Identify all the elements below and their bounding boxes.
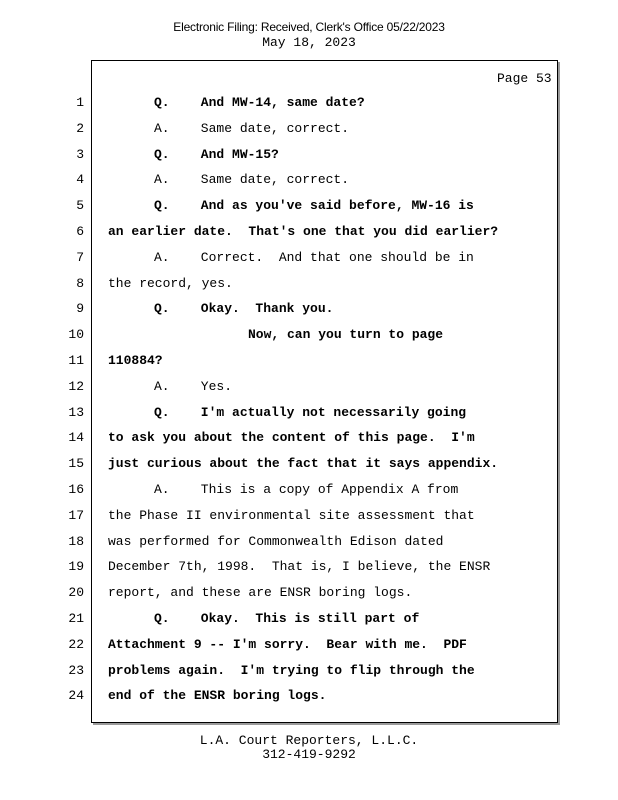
line-number: 1 bbox=[76, 95, 84, 110]
transcript-line: report, and these are ENSR boring logs. bbox=[108, 585, 413, 600]
transcript-line: the record, yes. bbox=[108, 276, 233, 291]
transcript-line: December 7th, 1998. That is, I believe, the ENSR bbox=[108, 559, 491, 574]
transcript-line: Now, can you turn to page bbox=[248, 327, 444, 342]
transcript-line: Q. And as you've said before, MW-16 is bbox=[154, 198, 474, 213]
filing-stamp: Electronic Filing: Received, Clerk's Office 05/22/2023 bbox=[173, 20, 445, 34]
transcript-line: the Phase II environmental site assessment that bbox=[108, 508, 475, 523]
line-number: 14 bbox=[68, 430, 84, 445]
line-number: 15 bbox=[68, 456, 84, 471]
line-number: 22 bbox=[68, 637, 84, 652]
line-number: 13 bbox=[68, 405, 84, 420]
transcript-line: an earlier date. That's one that you did earlier? bbox=[108, 224, 499, 239]
transcript-line: A. Correct. And that one should be in bbox=[154, 250, 474, 265]
line-number: 3 bbox=[76, 147, 84, 162]
line-number: 23 bbox=[68, 663, 84, 678]
transcript-line: Q. Okay. This is still part of bbox=[154, 611, 420, 626]
line-number: 18 bbox=[68, 534, 84, 549]
line-number: 19 bbox=[68, 559, 84, 574]
transcript-line: was performed for Commonwealth Edison dated bbox=[108, 534, 444, 549]
line-number: 9 bbox=[76, 301, 84, 316]
transcript-line: Q. Okay. Thank you. bbox=[154, 301, 334, 316]
line-number: 21 bbox=[68, 611, 84, 626]
line-number: 24 bbox=[68, 688, 84, 703]
reporter-phone: 312-419-9292 bbox=[262, 747, 356, 762]
line-number: 8 bbox=[76, 276, 84, 291]
line-number: 4 bbox=[76, 172, 84, 187]
reporter-name: L.A. Court Reporters, L.L.C. bbox=[199, 733, 419, 748]
line-number: 7 bbox=[76, 250, 84, 265]
line-number: 2 bbox=[76, 121, 84, 136]
line-number: 11 bbox=[68, 353, 84, 368]
transcript-line: A. Yes. bbox=[154, 379, 233, 394]
transcript-line: to ask you about the content of this page. I'm bbox=[108, 430, 475, 445]
line-number: 17 bbox=[68, 508, 84, 523]
transcript-line: A. Same date, correct. bbox=[154, 121, 350, 136]
transcript-line: 110884? bbox=[108, 353, 163, 368]
transcript-line: Q. And MW-14, same date? bbox=[154, 95, 365, 110]
line-number: 16 bbox=[68, 482, 84, 497]
line-number: 10 bbox=[68, 327, 84, 342]
line-number: 6 bbox=[76, 224, 84, 239]
transcript-line: problems again. I'm trying to flip through the bbox=[108, 663, 475, 678]
transcript-line: Q. And MW-15? bbox=[154, 147, 279, 162]
filing-date: May 18, 2023 bbox=[262, 35, 356, 50]
transcript-line: A. This is a copy of Appendix A from bbox=[154, 482, 459, 497]
transcript-line: end of the ENSR boring logs. bbox=[108, 688, 327, 703]
transcript-line: just curious about the fact that it says appendix. bbox=[108, 456, 499, 471]
page-number: Page 53 bbox=[497, 71, 552, 86]
transcript-line: Q. I'm actually not necessarily going bbox=[154, 405, 467, 420]
transcript-line: Attachment 9 -- I'm sorry. Bear with me. PDF bbox=[108, 637, 467, 652]
transcript-line: A. Same date, correct. bbox=[154, 172, 350, 187]
line-number: 20 bbox=[68, 585, 84, 600]
line-number: 12 bbox=[68, 379, 84, 394]
line-number: 5 bbox=[76, 198, 84, 213]
